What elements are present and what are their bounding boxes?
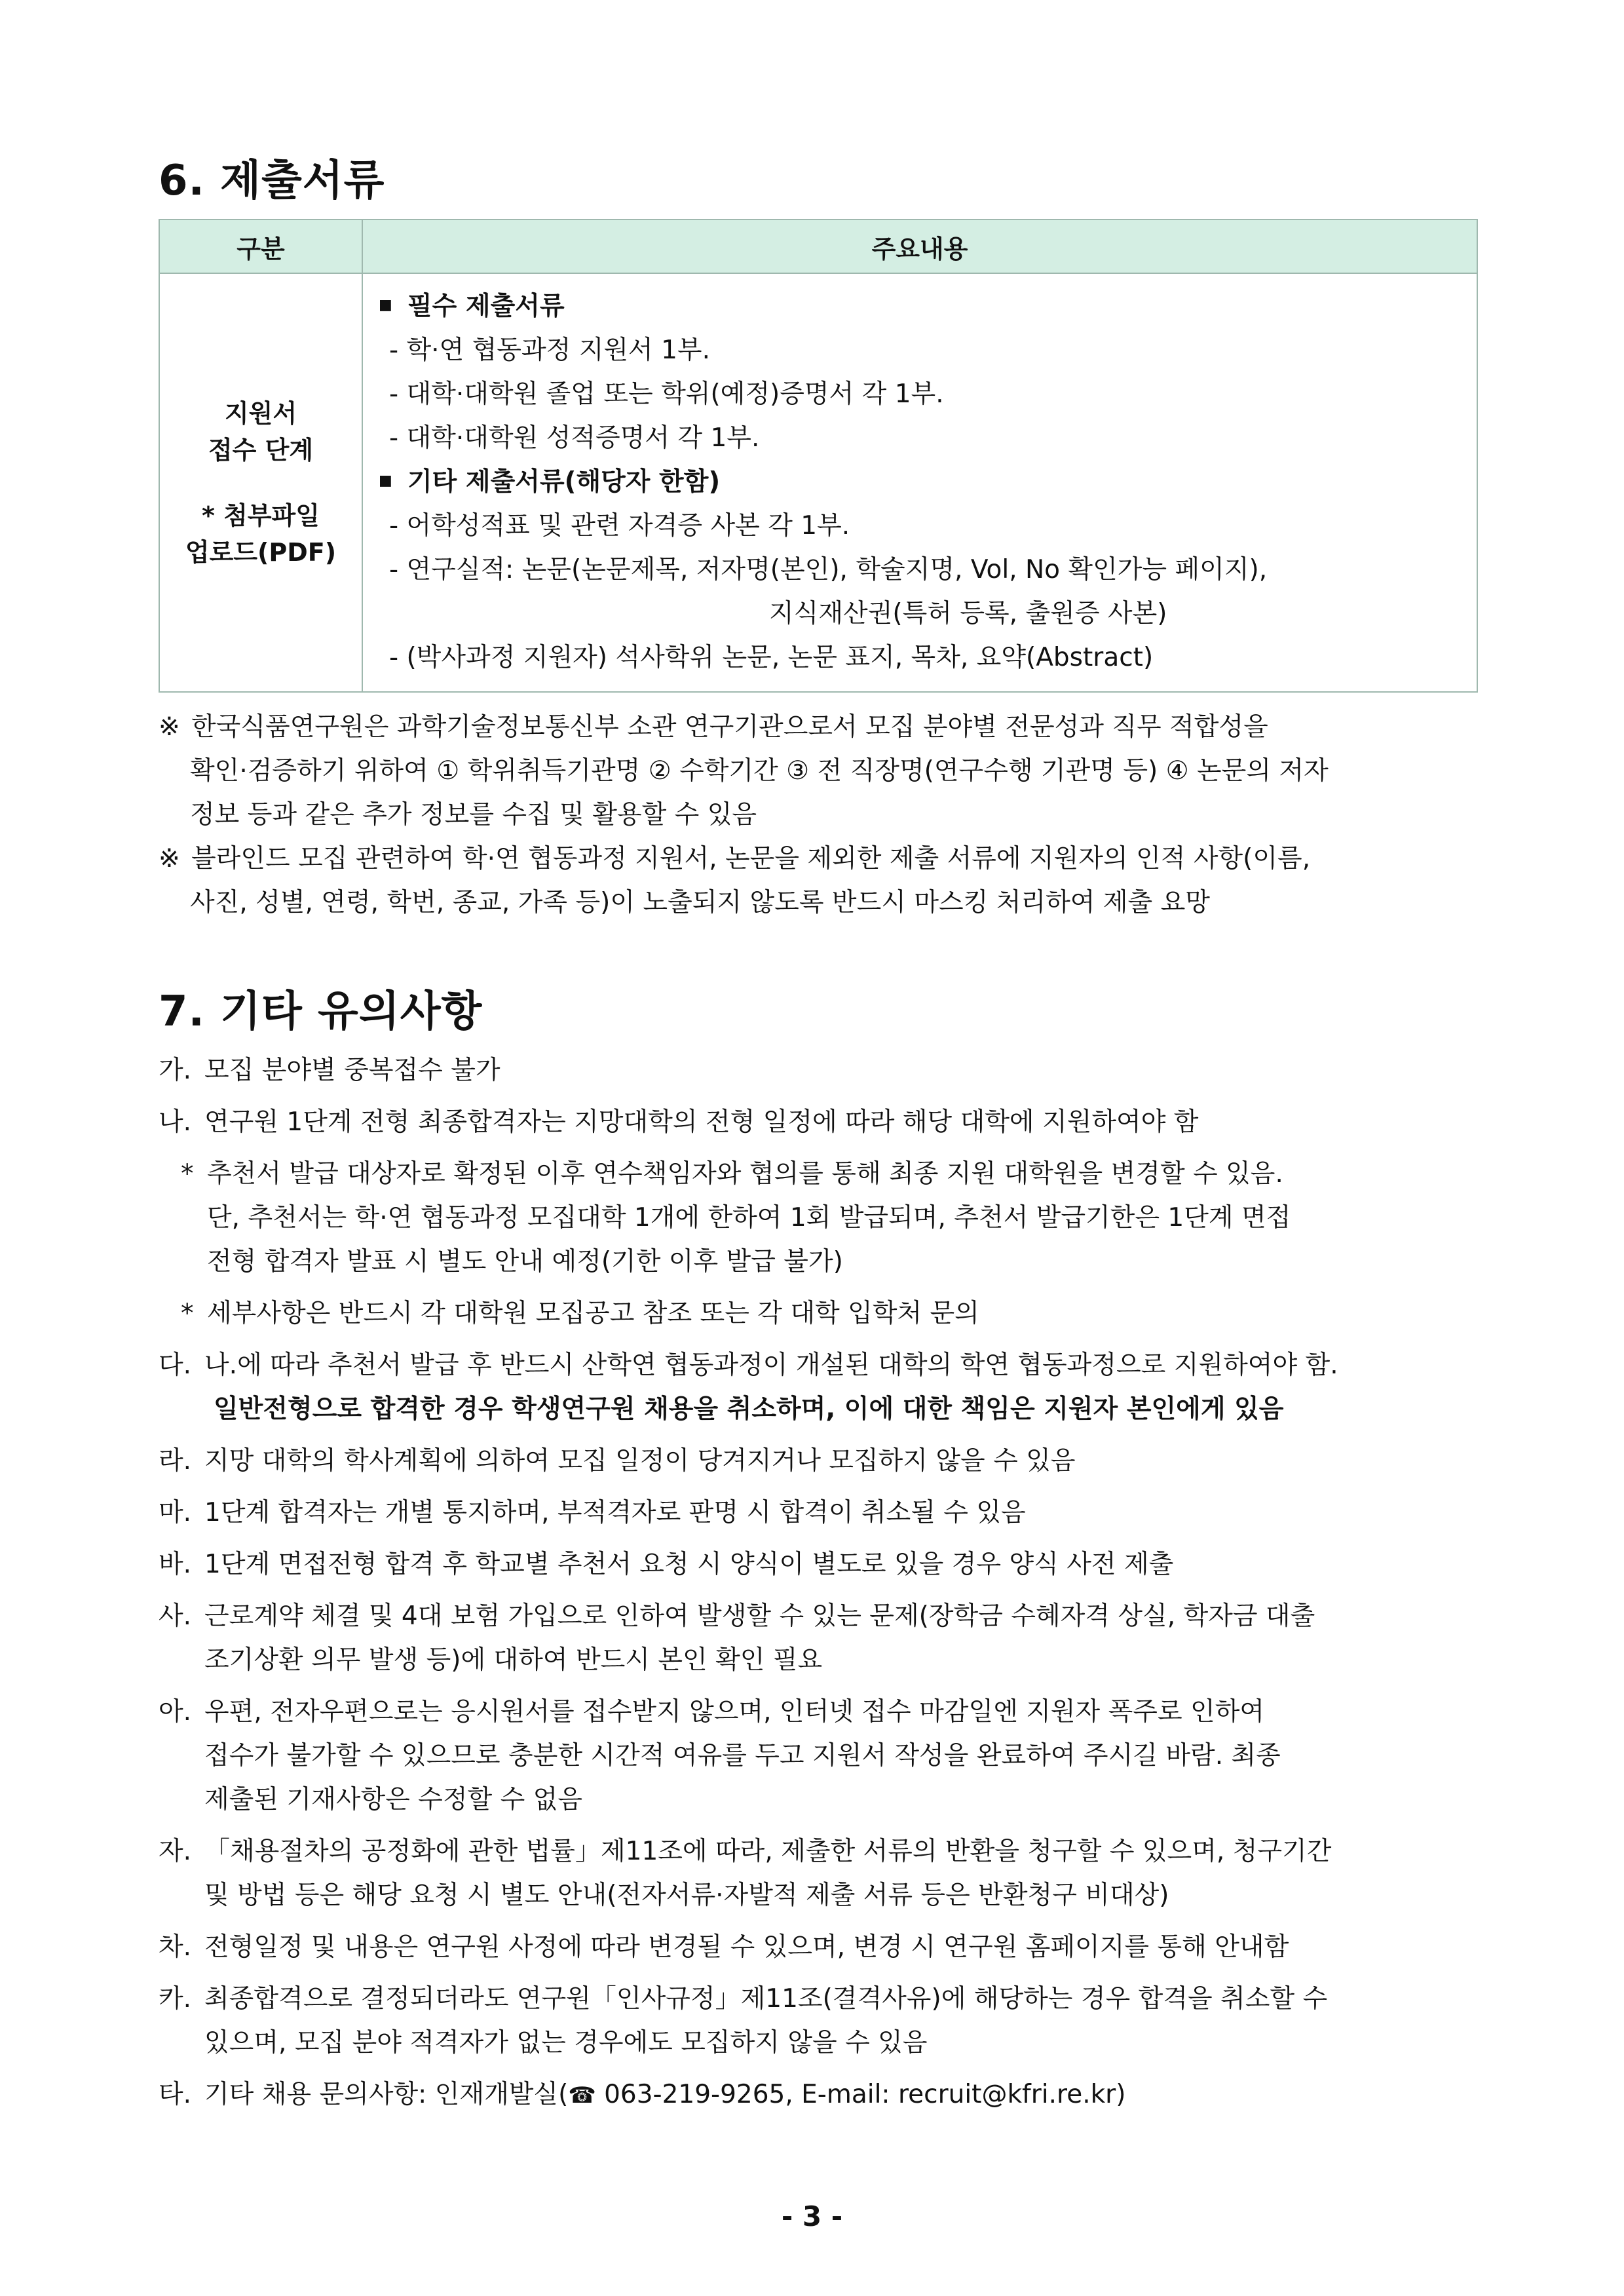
list-item-line: 조기상환 의무 발생 등)에 대하여 반드시 본인 확인 필요 (204, 1645, 823, 1675)
list-item: 지식재산권(특허 등록, 출원증 사본) (769, 599, 1167, 628)
sub-item: * 추천서 발급 대상자로 확정된 이후 연수책임자와 협의를 통해 최종 지원 대학원을 변경할 수 있음. (181, 1159, 1283, 1189)
list-item: - 대학·대학원 성적증명서 각 1부. (389, 423, 760, 453)
reference-mark-icon: ※ (159, 712, 180, 742)
sub-item-line: 단, 추천서는 학·연 협동과정 모집대학 1개에 한하여 1회 발급되며, 추천서 발급기한은 1단계 면접 (207, 1203, 1291, 1233)
list-item-line: 접수가 불가할 수 있으므로 충분한 시간적 여유를 두고 지원서 작성을 완료하여 주시길 바람. 최종 (204, 1741, 1281, 1770)
content-cell (362, 273, 1477, 692)
category-line: 지원서 (224, 398, 297, 428)
reference-mark-icon: ※ (159, 844, 180, 873)
other-docs-heading: ■ 기타 제출서류(해당자 한함) (376, 460, 1477, 504)
list-item-line: 제출된 기재사항은 수정할 수 없음 (204, 1785, 583, 1814)
list-item: - 연구실적: 논문(논문제목, 저자명(본인), 학술지명, Vol, No 확인가능 페이지), (389, 555, 1268, 584)
list-item: - (박사과정 지원자) 석사학위 논문, 논문 표지, 목차, 요약(Abstract) (389, 643, 1154, 672)
documents-table (159, 219, 1478, 693)
list-item: - 대학·대학원 졸업 또는 학위(예정)증명서 각 1부. (389, 379, 944, 409)
note-line: 정보 등과 같은 추가 정보를 수집 및 활용할 수 있음 (190, 800, 757, 830)
list-item: 자. 「채용절차의 공정화에 관한 법률」제11조에 따라, 제출한 서류의 반환을 청구할 수 있으며, 청구기간 (159, 1837, 1332, 1866)
sub-item-line: 전형 합격자 발표 시 별도 안내 예정(기한 이후 발급 불가) (207, 1247, 843, 1276)
list-item: 바. 1단계 면접전형 합격 후 학교별 추천서 요청 시 양식이 별도로 있을 경우 양식 사전 제출 (159, 1550, 1174, 1579)
required-docs-heading: ■ 필수 제출서류 (376, 284, 1477, 328)
square-bullet-icon: ■ (379, 472, 392, 489)
category-line: * 첨부파일 (202, 501, 320, 530)
notice-list (159, 1048, 1488, 2116)
table-header-row (159, 220, 1477, 273)
page-number: - 3 - (781, 2200, 843, 2232)
list-item: 아. 우편, 전자우편으로는 응시원서를 접수받지 않으며, 인터넷 접수 마감일엔 지원자 폭주로 인하여 (159, 1697, 1265, 1727)
list-item: - 학·연 협동과정 지원서 1부. (389, 335, 711, 365)
note-line: ※ 블라인드 모집 관련하여 학·연 협동과정 지원서, 논문을 제외한 제출 서류에 지원자의 인적 사항(이름, (159, 837, 1488, 881)
list-item: 라. 지망 대학의 학사계획에 의하여 모집 일정이 당겨지거나 모집하지 않을 수 있음 (159, 1446, 1076, 1476)
notes (159, 705, 1488, 925)
list-item: 다. 나.에 따라 추천서 발급 후 반드시 산학연 협동과정이 개설된 대학의 학연 협동과정으로 지원하여야 함. (159, 1350, 1338, 1380)
header-category: 구분 (159, 220, 362, 273)
list-item: 사. 근로계약 체결 및 4대 보험 가입으로 인하여 발생할 수 있는 문제(장학금 수혜자격 상실, 학자금 대출 (159, 1601, 1315, 1631)
category-line: 업로드(PDF) (185, 537, 337, 567)
phone-icon: ☎ (568, 2082, 596, 2109)
sub-item: * 세부사항은 반드시 각 대학원 모집공고 참조 또는 각 대학 입학처 문의 (181, 1299, 979, 1328)
list-item: - 어학성적표 및 관련 자격증 사본 각 1부. (389, 511, 850, 541)
list-item: 마. 1단계 합격자는 개별 통지하며, 부적격자로 판명 시 합격이 취소될 수 있음 (159, 1498, 1026, 1527)
note-line: 확인·검증하기 위하여 ① 학위취득기관명 ② 수학기간 ③ 전 직장명(연구수행 기관명 등) ④ 논문의 저자 (190, 756, 1329, 786)
list-item: 타. 기타 채용 문의사항: 인재개발실(☎ 063-219-9265, E-mail: recruit@kfri.re.kr) (159, 2080, 1126, 2109)
note-line: 사진, 성별, 연령, 학번, 종교, 가족 등)이 노출되지 않도록 반드시 마스킹 처리하여 제출 요망 (190, 888, 1210, 917)
list-item-line: 있으며, 모집 분야 적격자가 없는 경우에도 모집하지 않을 수 있음 (204, 2028, 928, 2057)
table-row (159, 273, 1477, 692)
list-item: 나. 연구원 1단계 전형 최종합격자는 지망대학의 전형 일정에 따라 해당 대학에 지원하여야 함 (159, 1107, 1199, 1137)
category-cell (159, 273, 362, 692)
list-item: 가. 모집 분야별 중복접수 불가 (159, 1056, 500, 1085)
category-line: 접수 단계 (208, 435, 314, 465)
list-item-line: 및 방법 등은 해당 요청 시 별도 안내(전자서류·자발적 제출 서류 등은 반환청구 비대상) (204, 1881, 1169, 1910)
list-item: 카. 최종합격으로 결정되더라도 연구원「인사규정」제11조(결격사유)에 해당하는 경우 합격을 취소할 수 (159, 1984, 1328, 2014)
note-line: ※ 한국식품연구원은 과학기술정보통신부 소관 연구기관으로서 모집 분야별 전문성과 직무 적합성을 (159, 705, 1488, 749)
header-content: 주요내용 (362, 220, 1477, 273)
emphasis-line: 일반전형으로 합격한 경우 학생연구원 채용을 취소하며, 이에 대한 책임은 지원자 본인에게 있음 (214, 1394, 1284, 1424)
section-6-title: 6. 제출서류 (159, 157, 385, 205)
section-7-title: 7. 기타 유의사항 (159, 987, 483, 1036)
list-item: 차. 전형일정 및 내용은 연구원 사정에 따라 변경될 수 있으며, 변경 시 연구원 홈페이지를 통해 안내함 (159, 1932, 1289, 1962)
square-bullet-icon: ■ (379, 297, 392, 313)
